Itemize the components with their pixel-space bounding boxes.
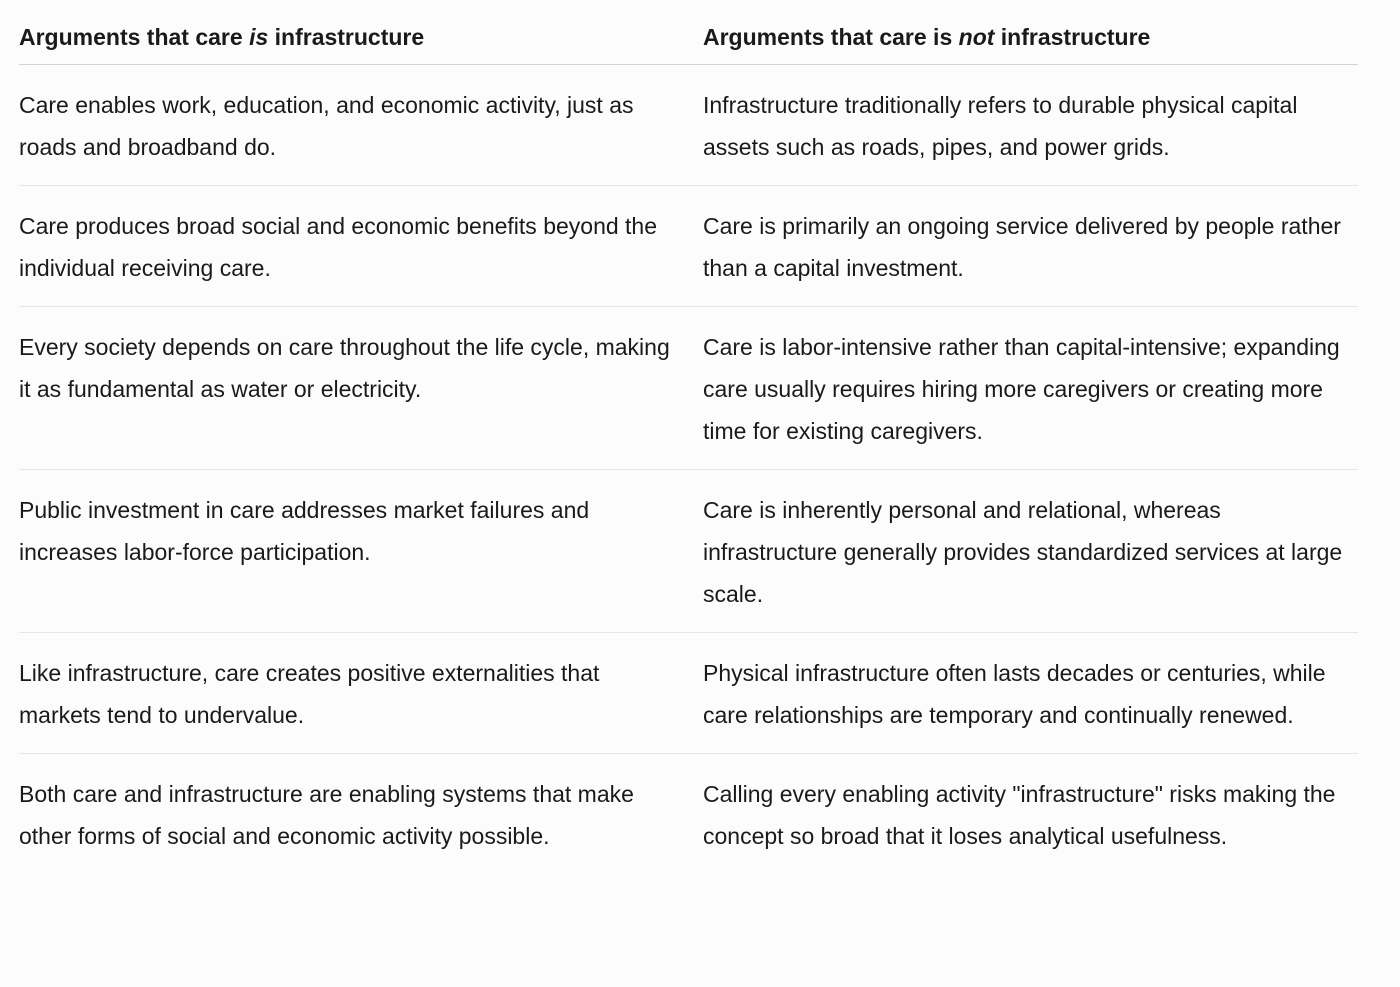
comparison-table	[19, 0, 1358, 874]
header-left-prefix: Arguments that care	[19, 24, 250, 50]
argument-for-cell: Care produces broad social and economic benefits beyond the individual receiving care.	[19, 213, 658, 281]
table-header	[19, 0, 1358, 65]
header-care-is-not-infrastructure	[703, 0, 1358, 64]
table-row	[19, 754, 1358, 874]
header-right-emphasis: not	[958, 24, 995, 50]
table-row	[19, 307, 1358, 470]
header-left-emphasis: is	[249, 24, 269, 50]
table-row	[19, 186, 1358, 307]
argument-for-cell: Every society depends on care throughout the life cycle, making it as fundamental as water or electricity.	[19, 334, 670, 402]
argument-against-cell: Care is labor-intensive rather than capital-intensive; expanding care usually requires hiring more caregivers or creating more time for existing caregivers.	[703, 334, 1340, 444]
header-care-is-infrastructure	[19, 0, 703, 64]
argument-for-cell: Both care and infrastructure are enabling systems that make other forms of social and economic activity possible.	[19, 781, 634, 849]
table-row	[19, 470, 1358, 633]
argument-against-cell: Infrastructure traditionally refers to durable physical capital assets such as roads, pipes, and power grids.	[703, 92, 1298, 160]
argument-for-cell: Public investment in care addresses market failures and increases labor-force participation.	[19, 497, 590, 565]
header-right-prefix: Arguments that care is	[703, 24, 959, 50]
header-left-suffix: infrastructure	[268, 24, 425, 50]
header-right-suffix: infrastructure	[994, 24, 1151, 50]
table-row	[19, 65, 1358, 186]
argument-for-cell: Care enables work, education, and economic activity, just as roads and broadband do.	[19, 92, 634, 160]
argument-against-cell: Care is primarily an ongoing service delivered by people rather than a capital investment.	[703, 213, 1341, 281]
argument-against-cell: Care is inherently personal and relational, whereas infrastructure generally provides standardized services at large scale.	[703, 497, 1343, 607]
argument-against-cell: Calling every enabling activity "infrastructure" risks making the concept so broad that it loses analytical usefulness.	[703, 781, 1336, 849]
argument-for-cell: Like infrastructure, care creates positive externalities that markets tend to undervalue.	[19, 660, 600, 728]
table-row	[19, 633, 1358, 754]
argument-against-cell: Physical infrastructure often lasts decades or centuries, while care relationships are temporary and continually renewed.	[703, 660, 1326, 728]
